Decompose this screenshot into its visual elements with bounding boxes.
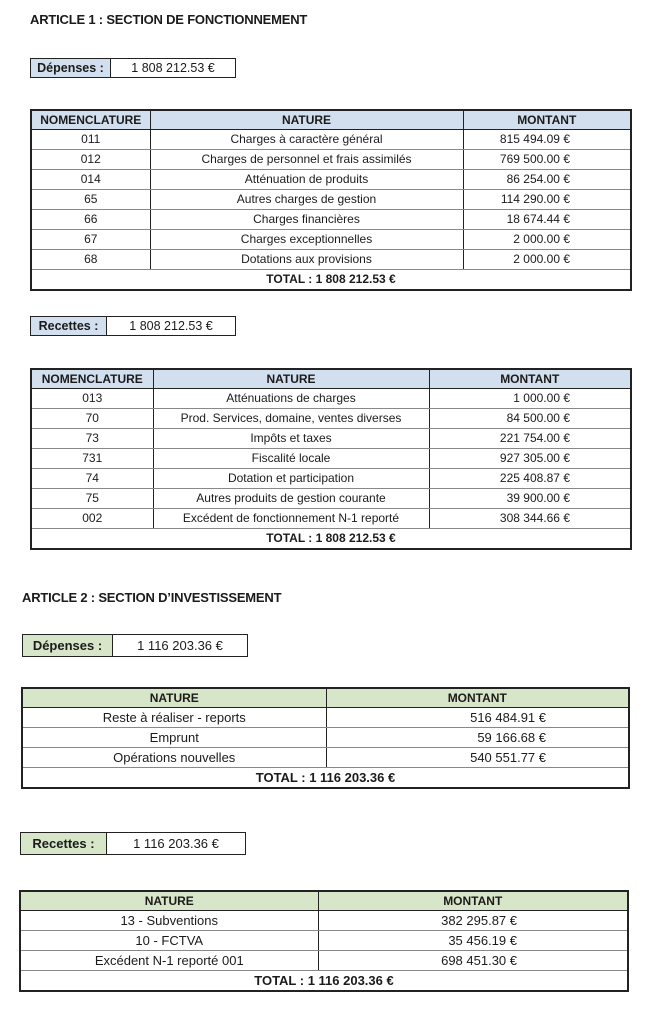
depenses-label: Dépenses : bbox=[31, 59, 111, 77]
cell-montant: 84 500.00 € bbox=[429, 409, 631, 429]
cell-nature: Reste à réaliser - reports bbox=[22, 708, 326, 728]
total-cell: TOTAL : 1 808 212.53 € bbox=[31, 270, 631, 291]
cell-code: 002 bbox=[31, 509, 153, 529]
cell-nature: 10 - FCTVA bbox=[20, 931, 318, 951]
cell-code: 68 bbox=[31, 250, 150, 270]
cell-nature: Charges à caractère général bbox=[150, 130, 463, 150]
cell-montant: 1 000.00 € bbox=[429, 389, 631, 409]
cell-code: 012 bbox=[31, 150, 150, 170]
cell-montant: 2 000.00 € bbox=[463, 250, 631, 270]
total-row bbox=[31, 529, 631, 550]
cell-code: 66 bbox=[31, 210, 150, 230]
col-header-nature: NATURE bbox=[22, 688, 326, 708]
table-row bbox=[20, 911, 628, 931]
cell-nature: Excédent de fonctionnement N-1 reporté bbox=[153, 509, 429, 529]
article-1-recettes-table bbox=[30, 368, 632, 550]
table-row bbox=[31, 190, 631, 210]
total-row bbox=[22, 768, 629, 789]
col-header-montant: MONTANT bbox=[326, 688, 629, 708]
cell-montant: 769 500.00 € bbox=[463, 150, 631, 170]
cell-nature: Fiscalité locale bbox=[153, 449, 429, 469]
cell-code: 731 bbox=[31, 449, 153, 469]
article-2-recettes-summary bbox=[20, 832, 246, 855]
table-header-row bbox=[22, 688, 629, 708]
total-cell: TOTAL : 1 808 212.53 € bbox=[31, 529, 631, 550]
cell-montant: 2 000.00 € bbox=[463, 230, 631, 250]
cell-nature: 13 - Subventions bbox=[20, 911, 318, 931]
cell-nature: Dotation et participation bbox=[153, 469, 429, 489]
table-row bbox=[31, 509, 631, 529]
cell-montant: 39 900.00 € bbox=[429, 489, 631, 509]
col-header-nomenclature: NOMENCLATURE bbox=[31, 110, 150, 130]
depenses-amount: 1 116 203.36 € bbox=[137, 638, 223, 653]
recettes-amount: 1 808 212.53 € bbox=[129, 319, 213, 333]
recettes-label: Recettes : bbox=[31, 317, 107, 335]
article-2-title: ARTICLE 2 : SECTION D’INVESTISSEMENT bbox=[22, 590, 282, 605]
table-row bbox=[31, 250, 631, 270]
article-1-depenses-summary bbox=[30, 58, 236, 78]
depenses-label: Dépenses : bbox=[23, 635, 113, 656]
cell-nature: Excédent N-1 reporté 001 bbox=[20, 951, 318, 971]
cell-code: 65 bbox=[31, 190, 150, 210]
table-row bbox=[31, 409, 631, 429]
article-1-title: ARTICLE 1 : SECTION DE FONCTIONNEMENT bbox=[30, 12, 308, 27]
col-header-montant: MONTANT bbox=[463, 110, 631, 130]
cell-nature: Autres charges de gestion bbox=[150, 190, 463, 210]
cell-nature: Prod. Services, domaine, ventes diverses bbox=[153, 409, 429, 429]
table-row bbox=[22, 728, 629, 748]
table-header-row bbox=[20, 891, 628, 911]
depenses-amount: 1 808 212.53 € bbox=[131, 61, 215, 75]
cell-nature: Autres produits de gestion courante bbox=[153, 489, 429, 509]
cell-code: 67 bbox=[31, 230, 150, 250]
cell-nature: Dotations aux provisions bbox=[150, 250, 463, 270]
table-row bbox=[31, 210, 631, 230]
cell-code: 011 bbox=[31, 130, 150, 150]
cell-montant: 308 344.66 € bbox=[429, 509, 631, 529]
cell-nature: Opérations nouvelles bbox=[22, 748, 326, 768]
cell-nature: Charges exceptionnelles bbox=[150, 230, 463, 250]
recettes-label: Recettes : bbox=[21, 833, 107, 854]
cell-montant: 225 408.87 € bbox=[429, 469, 631, 489]
cell-code: 75 bbox=[31, 489, 153, 509]
article-1-depenses-table bbox=[30, 109, 632, 291]
col-header-nomenclature: NOMENCLATURE bbox=[31, 369, 153, 389]
cell-montant: 35 456.19 € bbox=[318, 931, 628, 951]
cell-nature: Impôts et taxes bbox=[153, 429, 429, 449]
table-row bbox=[22, 708, 629, 728]
table-row bbox=[31, 130, 631, 150]
cell-code: 014 bbox=[31, 170, 150, 190]
table-row bbox=[20, 931, 628, 951]
cell-montant: 221 754.00 € bbox=[429, 429, 631, 449]
cell-montant: 698 451.30 € bbox=[318, 951, 628, 971]
cell-montant: 927 305.00 € bbox=[429, 449, 631, 469]
col-header-montant: MONTANT bbox=[318, 891, 628, 911]
col-header-nature: NATURE bbox=[20, 891, 318, 911]
cell-montant: 59 166.68 € bbox=[326, 728, 629, 748]
cell-montant: 86 254.00 € bbox=[463, 170, 631, 190]
cell-nature: Atténuation de produits bbox=[150, 170, 463, 190]
cell-nature: Atténuations de charges bbox=[153, 389, 429, 409]
table-row bbox=[31, 389, 631, 409]
cell-montant: 540 551.77 € bbox=[326, 748, 629, 768]
total-cell: TOTAL : 1 116 203.36 € bbox=[20, 971, 628, 992]
article-2-depenses-summary bbox=[22, 634, 248, 657]
cell-nature: Emprunt bbox=[22, 728, 326, 748]
cell-code: 73 bbox=[31, 429, 153, 449]
cell-code: 70 bbox=[31, 409, 153, 429]
col-header-montant: MONTANT bbox=[429, 369, 631, 389]
table-row bbox=[31, 449, 631, 469]
table-row bbox=[31, 170, 631, 190]
cell-montant: 815 494.09 € bbox=[463, 130, 631, 150]
table-header-row bbox=[31, 110, 631, 130]
cell-code: 74 bbox=[31, 469, 153, 489]
table-row bbox=[20, 951, 628, 971]
table-row bbox=[22, 748, 629, 768]
table-header-row bbox=[31, 369, 631, 389]
col-header-nature: NATURE bbox=[150, 110, 463, 130]
table-row bbox=[31, 230, 631, 250]
total-cell: TOTAL : 1 116 203.36 € bbox=[22, 768, 629, 789]
table-row bbox=[31, 469, 631, 489]
article-2-depenses-table bbox=[21, 687, 630, 789]
cell-montant: 18 674.44 € bbox=[463, 210, 631, 230]
table-row bbox=[31, 150, 631, 170]
cell-code: 013 bbox=[31, 389, 153, 409]
cell-montant: 382 295.87 € bbox=[318, 911, 628, 931]
table-row bbox=[31, 489, 631, 509]
col-header-nature: NATURE bbox=[153, 369, 429, 389]
total-row bbox=[20, 971, 628, 992]
article-1-recettes-summary bbox=[30, 316, 236, 336]
cell-montant: 114 290.00 € bbox=[463, 190, 631, 210]
cell-montant: 516 484.91 € bbox=[326, 708, 629, 728]
total-row bbox=[31, 270, 631, 291]
cell-nature: Charges de personnel et frais assimilés bbox=[150, 150, 463, 170]
table-row bbox=[31, 429, 631, 449]
article-2-recettes-table bbox=[19, 890, 629, 992]
cell-nature: Charges financières bbox=[150, 210, 463, 230]
recettes-amount: 1 116 203.36 € bbox=[133, 836, 219, 851]
